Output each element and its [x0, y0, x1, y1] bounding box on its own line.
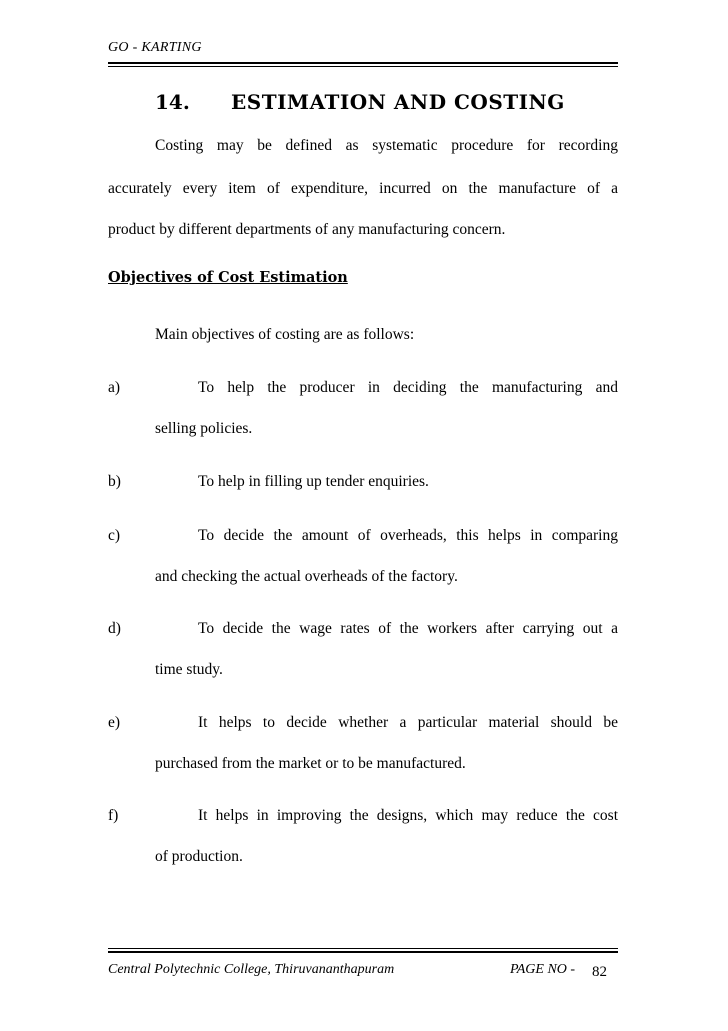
footer-college: Central Polytechnic College, Thiruvananthapuram [108, 962, 395, 977]
section-lead: Main objectives of costing are as follows: [155, 326, 415, 343]
item-e-marker: e) [108, 714, 121, 731]
item-f-continuation: of production. [155, 848, 243, 865]
intro-line-3: product by different departments of any manufacturing concern. [108, 221, 506, 238]
item-d-text: To decide the wage rates of the workers after carrying out a [198, 620, 618, 637]
intro-line-1: Costing may be defined as systematic procedure for recording [155, 137, 618, 154]
chapter-number: 14. [155, 90, 190, 114]
item-e-continuation: purchased from the market or to be manufactured. [155, 755, 466, 772]
header-rule [108, 62, 618, 64]
item-f-text: It helps in improving the designs, which may reduce the cost [198, 807, 618, 824]
footer-rule-thin [108, 948, 618, 949]
footer-page-label: PAGE NO - [510, 962, 576, 977]
item-d-continuation: time study. [155, 661, 223, 678]
running-header: GO - KARTING [108, 40, 202, 55]
item-b-text: To help in filling up tender enquiries. [198, 473, 429, 490]
footer-rule [108, 951, 618, 953]
item-a-marker: a) [108, 379, 121, 396]
item-c-text: To decide the amount of overheads, this helps in comparing [198, 527, 618, 544]
item-a-text: To help the producer in deciding the manufacturing and [198, 379, 618, 396]
item-b-marker: b) [108, 473, 121, 490]
chapter-title: ESTIMATION AND COSTING [231, 90, 565, 114]
item-c-marker: c) [108, 527, 121, 544]
item-e-text: It helps to decide whether a particular material should be [198, 714, 618, 731]
item-c-continuation: and checking the actual overheads of the factory. [155, 568, 458, 585]
section-heading: Objectives of Cost Estimation [108, 269, 348, 286]
intro-line-2: accurately every item of expenditure, incurred on the manufacture of a [108, 180, 618, 197]
item-f-marker: f) [108, 807, 119, 824]
page-number: 82 [592, 964, 607, 980]
header-rule-thin [108, 66, 618, 67]
item-a-continuation: selling policies. [155, 420, 253, 437]
item-d-marker: d) [108, 620, 121, 637]
